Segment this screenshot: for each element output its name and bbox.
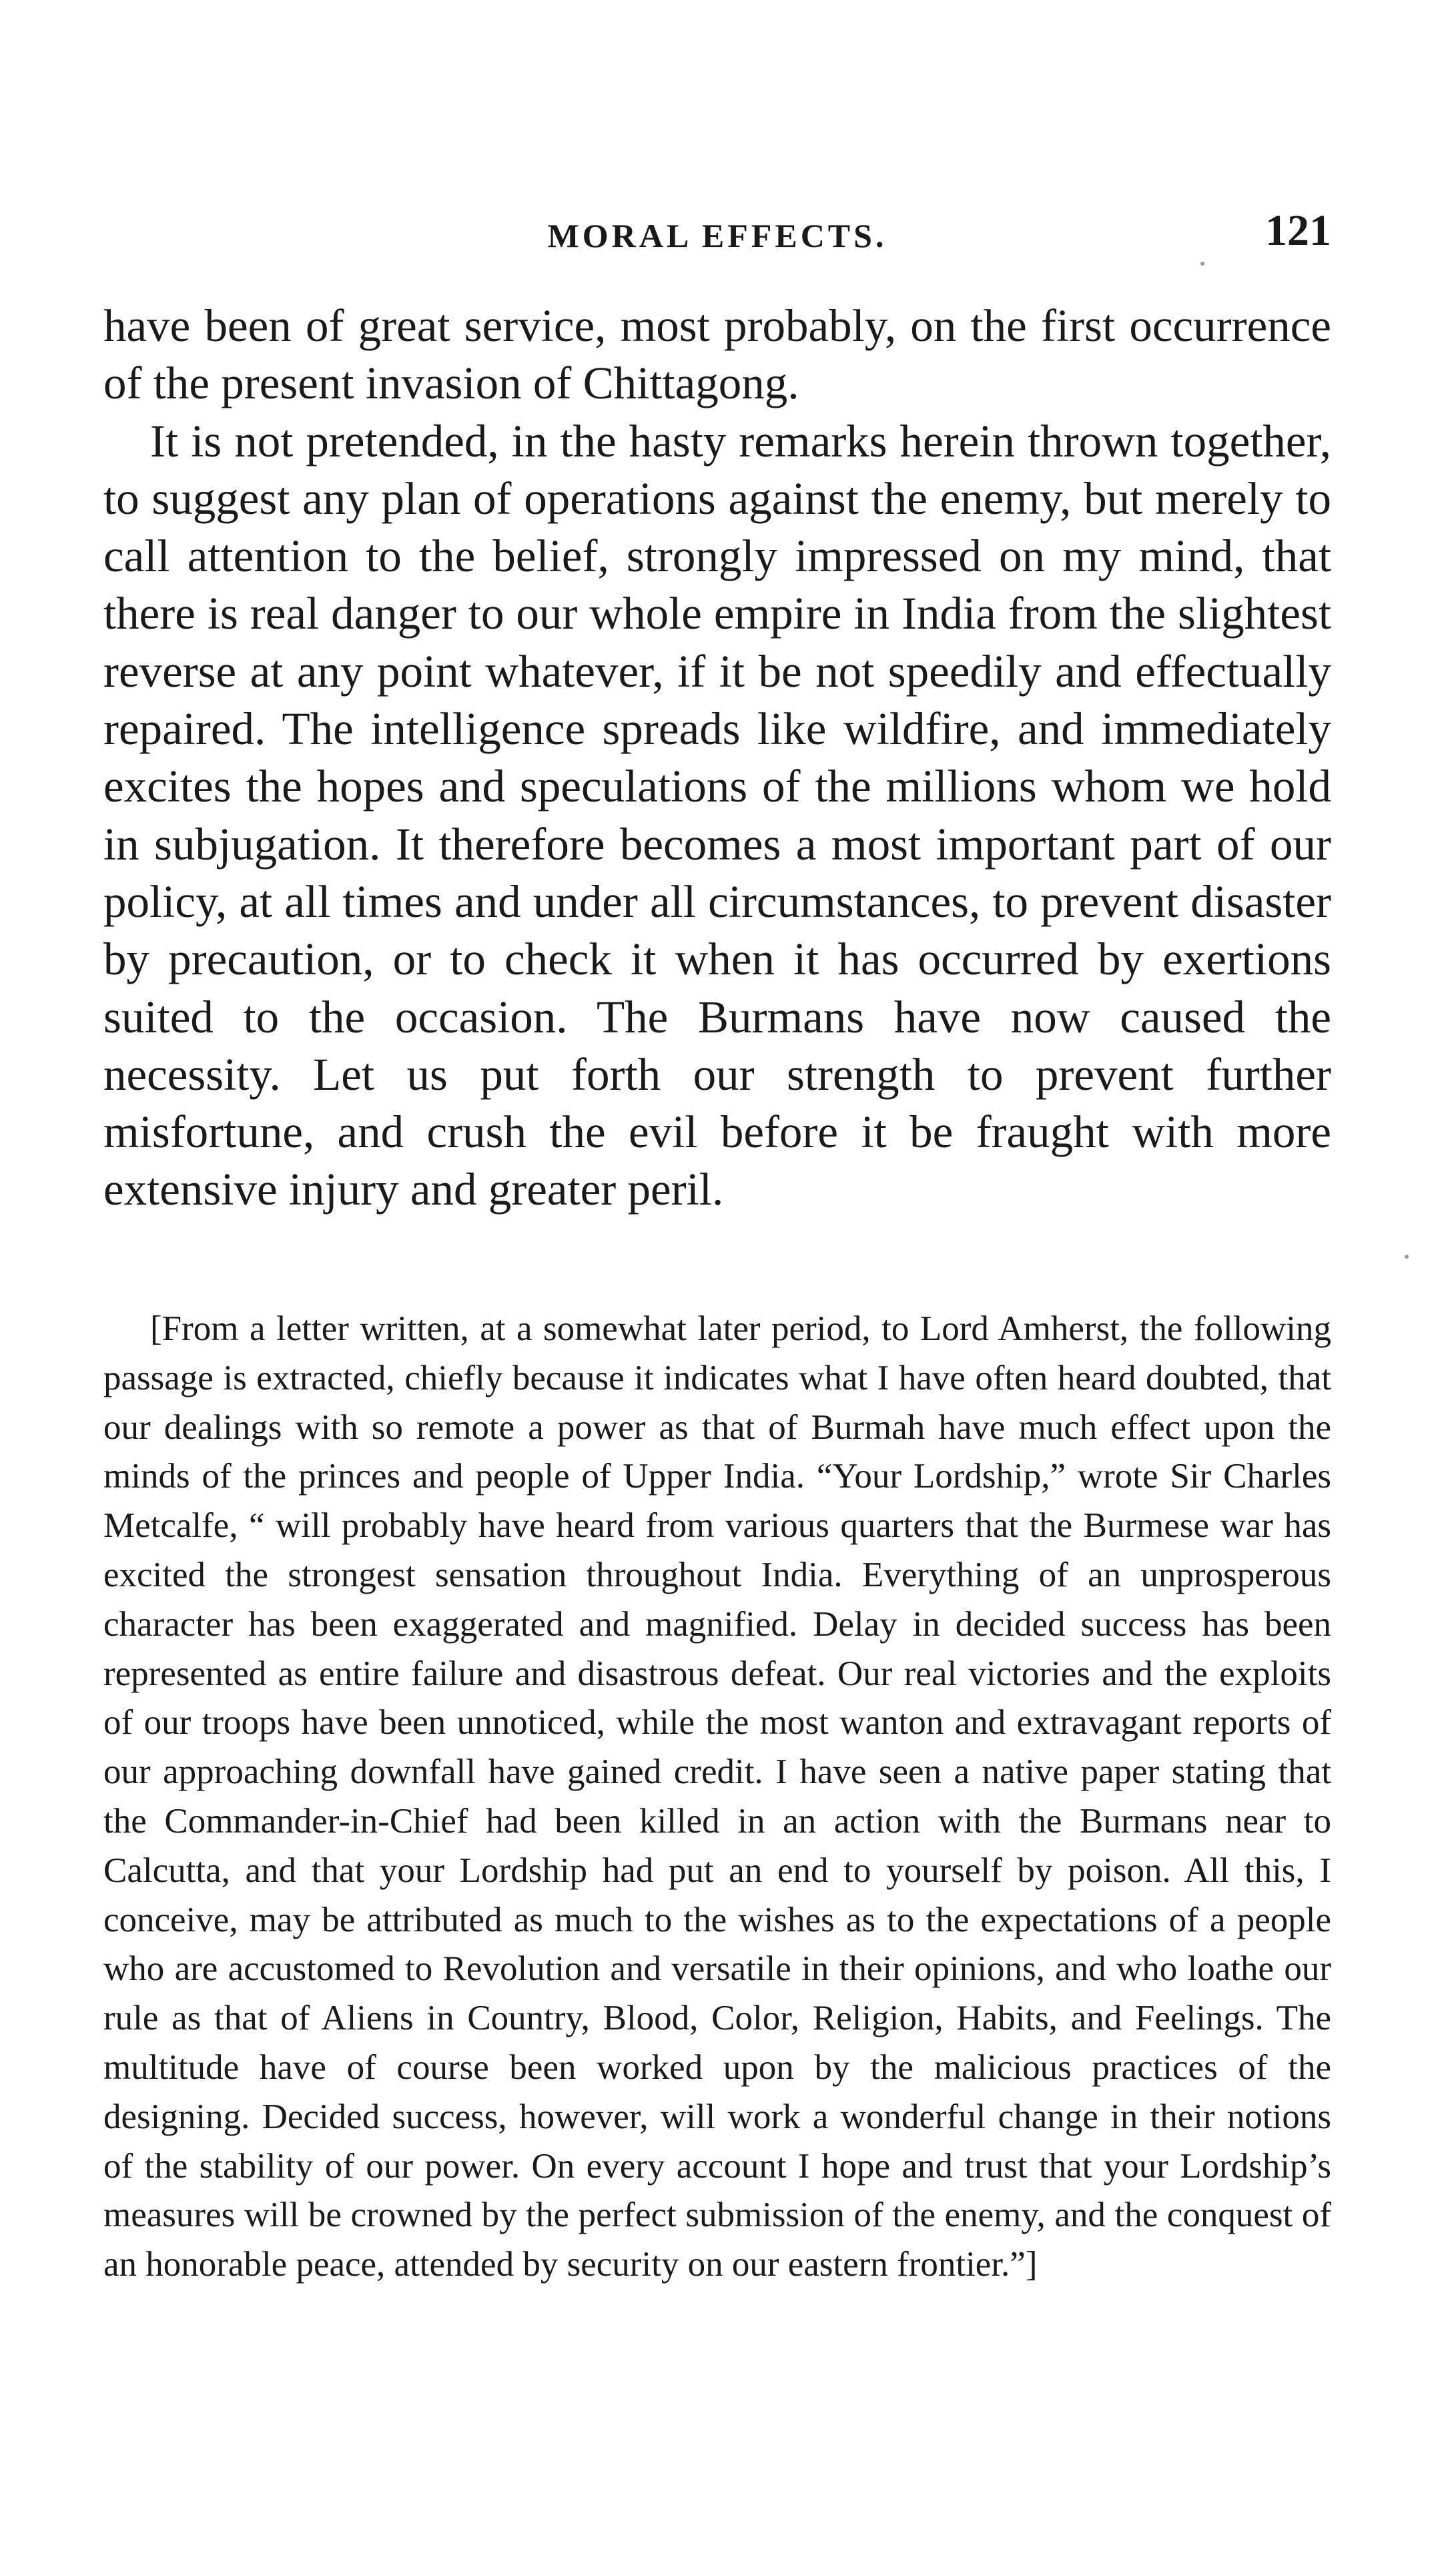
body-paragraph: It is not pretended, in the hasty remarks herein thrown together, to suggest any plan of operations against the enemy, but merely to call attention to the belief, strongly impressed on my mind, that there is real danger to our whole empire in India from the slightest reverse at any point whatever, if it be not speedily and effectually repaired. The intelligence spreads like wildfire, and immediately excites the hopes and speculations of the millions whom we hold in subjugation. It therefore becomes a most important part of our policy, at all times and under all circumstances, to prevent disaster by precaution, or to check it when it has occurred by exertions suited to the occasion. The Burmans have now caused the necessity. Let us put forth our strength to prevent further misfortune, and crush the evil before it be fraught with more extensive injury and greater peril. bbox=[103, 415, 1331, 1215]
main-text bbox=[103, 297, 1331, 1219]
running-head bbox=[103, 200, 1331, 260]
letter-extract bbox=[103, 1305, 1331, 2290]
paper-speck bbox=[1405, 1255, 1409, 1259]
extract-paragraph: [From a letter written, at a somewhat later period, to Lord Amherst, the following passage is extracted, chiefly because it indicates what I have often heard doubted, that our dealings with so remote a power as that of Burmah have much effect upon the minds of the princes and people of Upper India. “Your Lordship,” wrote Sir Charles Metcalfe, “ will probably have heard from various quarters that the Burmese war has excited the strongest sensation throughout India. Everything of an unprosperous character has been exaggerated and magnified. Delay in decided success has been represented as entire failure and disastrous defeat. Our real victories and the exploits of our troops have been unnoticed, while the most wanton and extravagant reports of our approaching downfall have gained credit. I have seen a native paper stating that the Commander-in-Chief had been killed in an action with the Burmans near to Calcutta, and that your Lordship had put an end to yourself by poison. All this, I conceive, may be attributed as much to the wishes as to the expectations of a people who are accustomed to Revolution and versatile in their opinions, and who loathe our rule as that of Aliens in Country, Blood, Color, Religion, Habits, and Feelings. The multitude have of course been worked upon by the malicious practices of the designing. Decided success, however, will work a wonderful change in their notions of the stability of our power. On every account I hope and trust that your Lordship’s measures will be crowned by the perfect submission of the enemy, and the conquest of an honorable peace, attended by security on our eastern frontier.”] bbox=[103, 1309, 1331, 2284]
paper-speck bbox=[1200, 262, 1204, 266]
running-title: MORAL EFFECTS. bbox=[547, 217, 887, 254]
body-paragraph-continued: have been of great service, most probably, on the first occurrence of the present invasion of Chittagong. bbox=[103, 300, 1331, 409]
page-number: 121 bbox=[1265, 206, 1331, 255]
